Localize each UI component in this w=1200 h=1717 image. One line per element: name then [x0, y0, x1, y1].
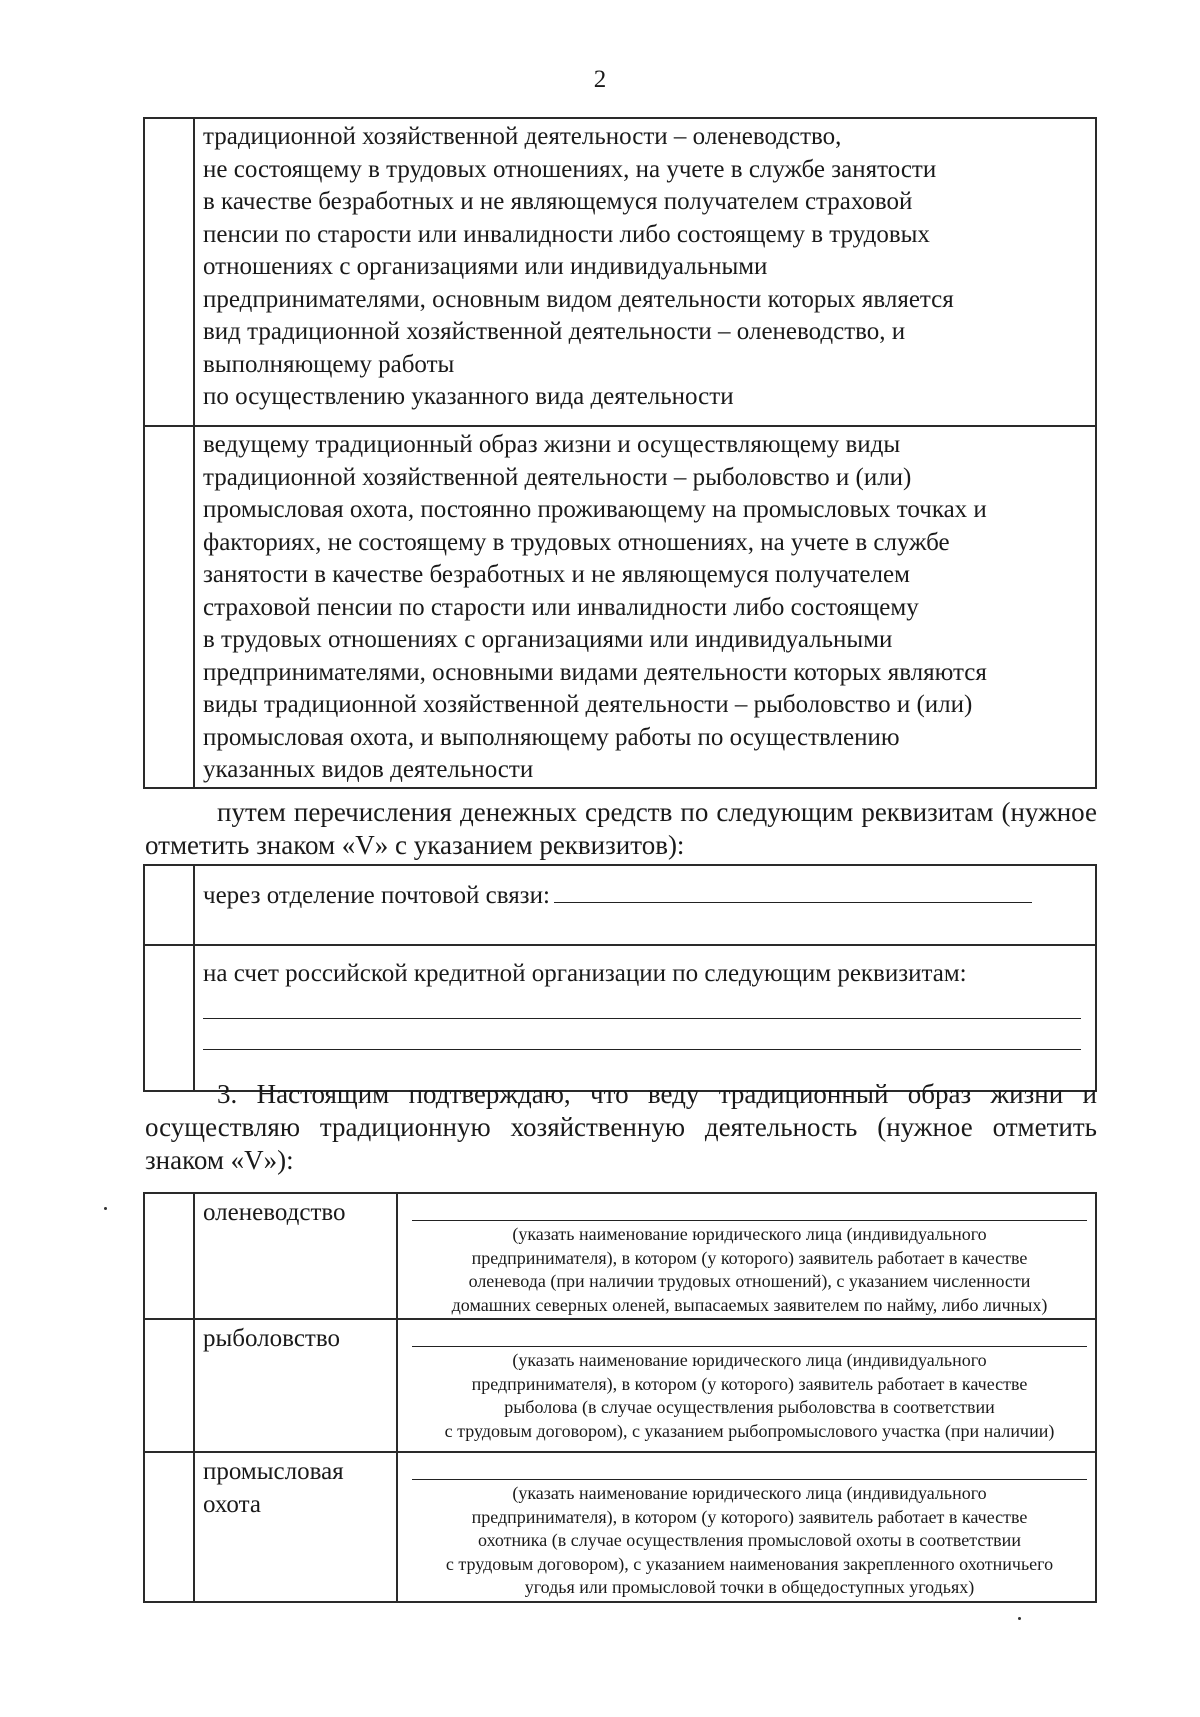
- table-row: [144, 1193, 1096, 1319]
- page-number: 2: [593, 66, 607, 93]
- checkbox-cell-reindeer-herder[interactable]: [144, 118, 194, 426]
- table-row: [144, 426, 1096, 788]
- activity-hint: (указать наименование юридического лица (индивидуального предпринимателя), в котором (у которого) заявитель работает в качестве охотника (в случае осуществления промысловой охоты в соответствии с трудовым договором), с указанием наименования закрепленного охотничьего угодья или промысловой точки в общедоступных угодьях): [445, 1483, 1054, 1597]
- activity-detail-reindeer: [397, 1193, 1096, 1319]
- activity-hint: (указать наименование юридического лица (индивидуального предпринимателя), в котором (у которого) заявитель работает в качестве оленевода (при наличии трудовых отношений), с указанием численности домашних северных оленей, выпасаемых заявителем по найму, либо личных): [451, 1224, 1048, 1315]
- activity-label-fishing: рыболовство: [194, 1319, 397, 1452]
- table-row: [144, 1319, 1096, 1452]
- bank-option-label: на счет российской кредитной организации по следующим реквизитам:: [203, 960, 967, 987]
- activity-hint: (указать наименование юридического лица (индивидуального предпринимателя), в котором (у которого) заявитель работает в качестве рыболова (в случае осуществления рыболовства в соответствии с трудовым договором), с указанием рыбопромыслового участка (при наличии): [444, 1350, 1055, 1441]
- checkbox-cell-reindeer[interactable]: [144, 1193, 194, 1319]
- postal-fill-line[interactable]: [554, 880, 1032, 903]
- postal-option: [194, 865, 1096, 945]
- checkbox-cell-fishing[interactable]: [144, 1319, 194, 1452]
- table-row: [144, 945, 1096, 1091]
- postal-option-label: через отделение почтовой связи:: [203, 882, 550, 909]
- checkbox-cell-bank[interactable]: [144, 945, 194, 1091]
- checkbox-cell-fishing-hunting[interactable]: [144, 426, 194, 788]
- category-text-fishing-hunting: ведущему традиционный образ жизни и осуществляющему виды традиционной хозяйственной деятельности – рыболовство и (или) промысловая охота, постоянно проживающему на промысловых точках и факториях, не состоящему в трудовых отношениях, на учете в службе занятости в качестве безработных и не являющемуся получателем страховой пенсии по старости или инвалидности либо состоящему в трудовых отношениях с организациями или индивидуальными предпринимателями, основными видами деятельности которых являются виды традиционной хозяйственной деятельности – рыболовство и (или) промысловая охота, и выполняющему работы по осуществлению указанных видов деятельности: [194, 426, 1096, 788]
- bank-fill-line-2[interactable]: [203, 1019, 1081, 1050]
- activity-detail-fishing: [397, 1319, 1096, 1452]
- activity-fill-line[interactable]: [412, 1453, 1087, 1480]
- category-text-reindeer-herder: традиционной хозяйственной деятельности – оленеводство, не состоящему в трудовых отношениях, на учете в службе занятости в качестве безработных и не являющемуся получателем страховой пенсии по старости или инвалидности либо состоящему в трудовых отношениях с организациями или индивидуальными предпринимателями, основным видом деятельности которых является вид традиционной хозяйственной деятельности – оленеводство, и выполняющему работы по осуществлению указанного вида деятельности: [194, 118, 1096, 426]
- scan-speck: [1018, 1617, 1021, 1620]
- activity-detail-hunting: [397, 1452, 1096, 1602]
- table-row: [144, 1452, 1096, 1602]
- activity-fill-line[interactable]: [412, 1194, 1087, 1221]
- checkbox-cell-hunting[interactable]: [144, 1452, 194, 1602]
- bank-fill-line-1[interactable]: [203, 988, 1081, 1019]
- payment-method-table: [143, 864, 1097, 1092]
- checkbox-cell-postal[interactable]: [144, 865, 194, 945]
- activity-table: [143, 1192, 1097, 1603]
- payment-intro-paragraph: путем перечисления денежных средств по следующим реквизитам (нужное отметить знаком «V» с указанием реквизитов):: [145, 797, 1097, 860]
- confirmation-paragraph: 3. Настоящим подтверждаю, что веду традиционный образ жизни и осуществляю традиционную хозяйственную деятельность (нужное отметить знаком «V»):: [145, 1079, 1097, 1175]
- table-row: [144, 865, 1096, 945]
- activity-label-hunting: промысловая охота: [194, 1452, 397, 1602]
- recipient-category-table: [143, 117, 1097, 789]
- scan-speck: [104, 1207, 107, 1210]
- activity-fill-line[interactable]: [412, 1320, 1087, 1347]
- activity-label-reindeer: оленеводство: [194, 1193, 397, 1319]
- bank-option: [194, 945, 1096, 1091]
- table-row: [144, 118, 1096, 426]
